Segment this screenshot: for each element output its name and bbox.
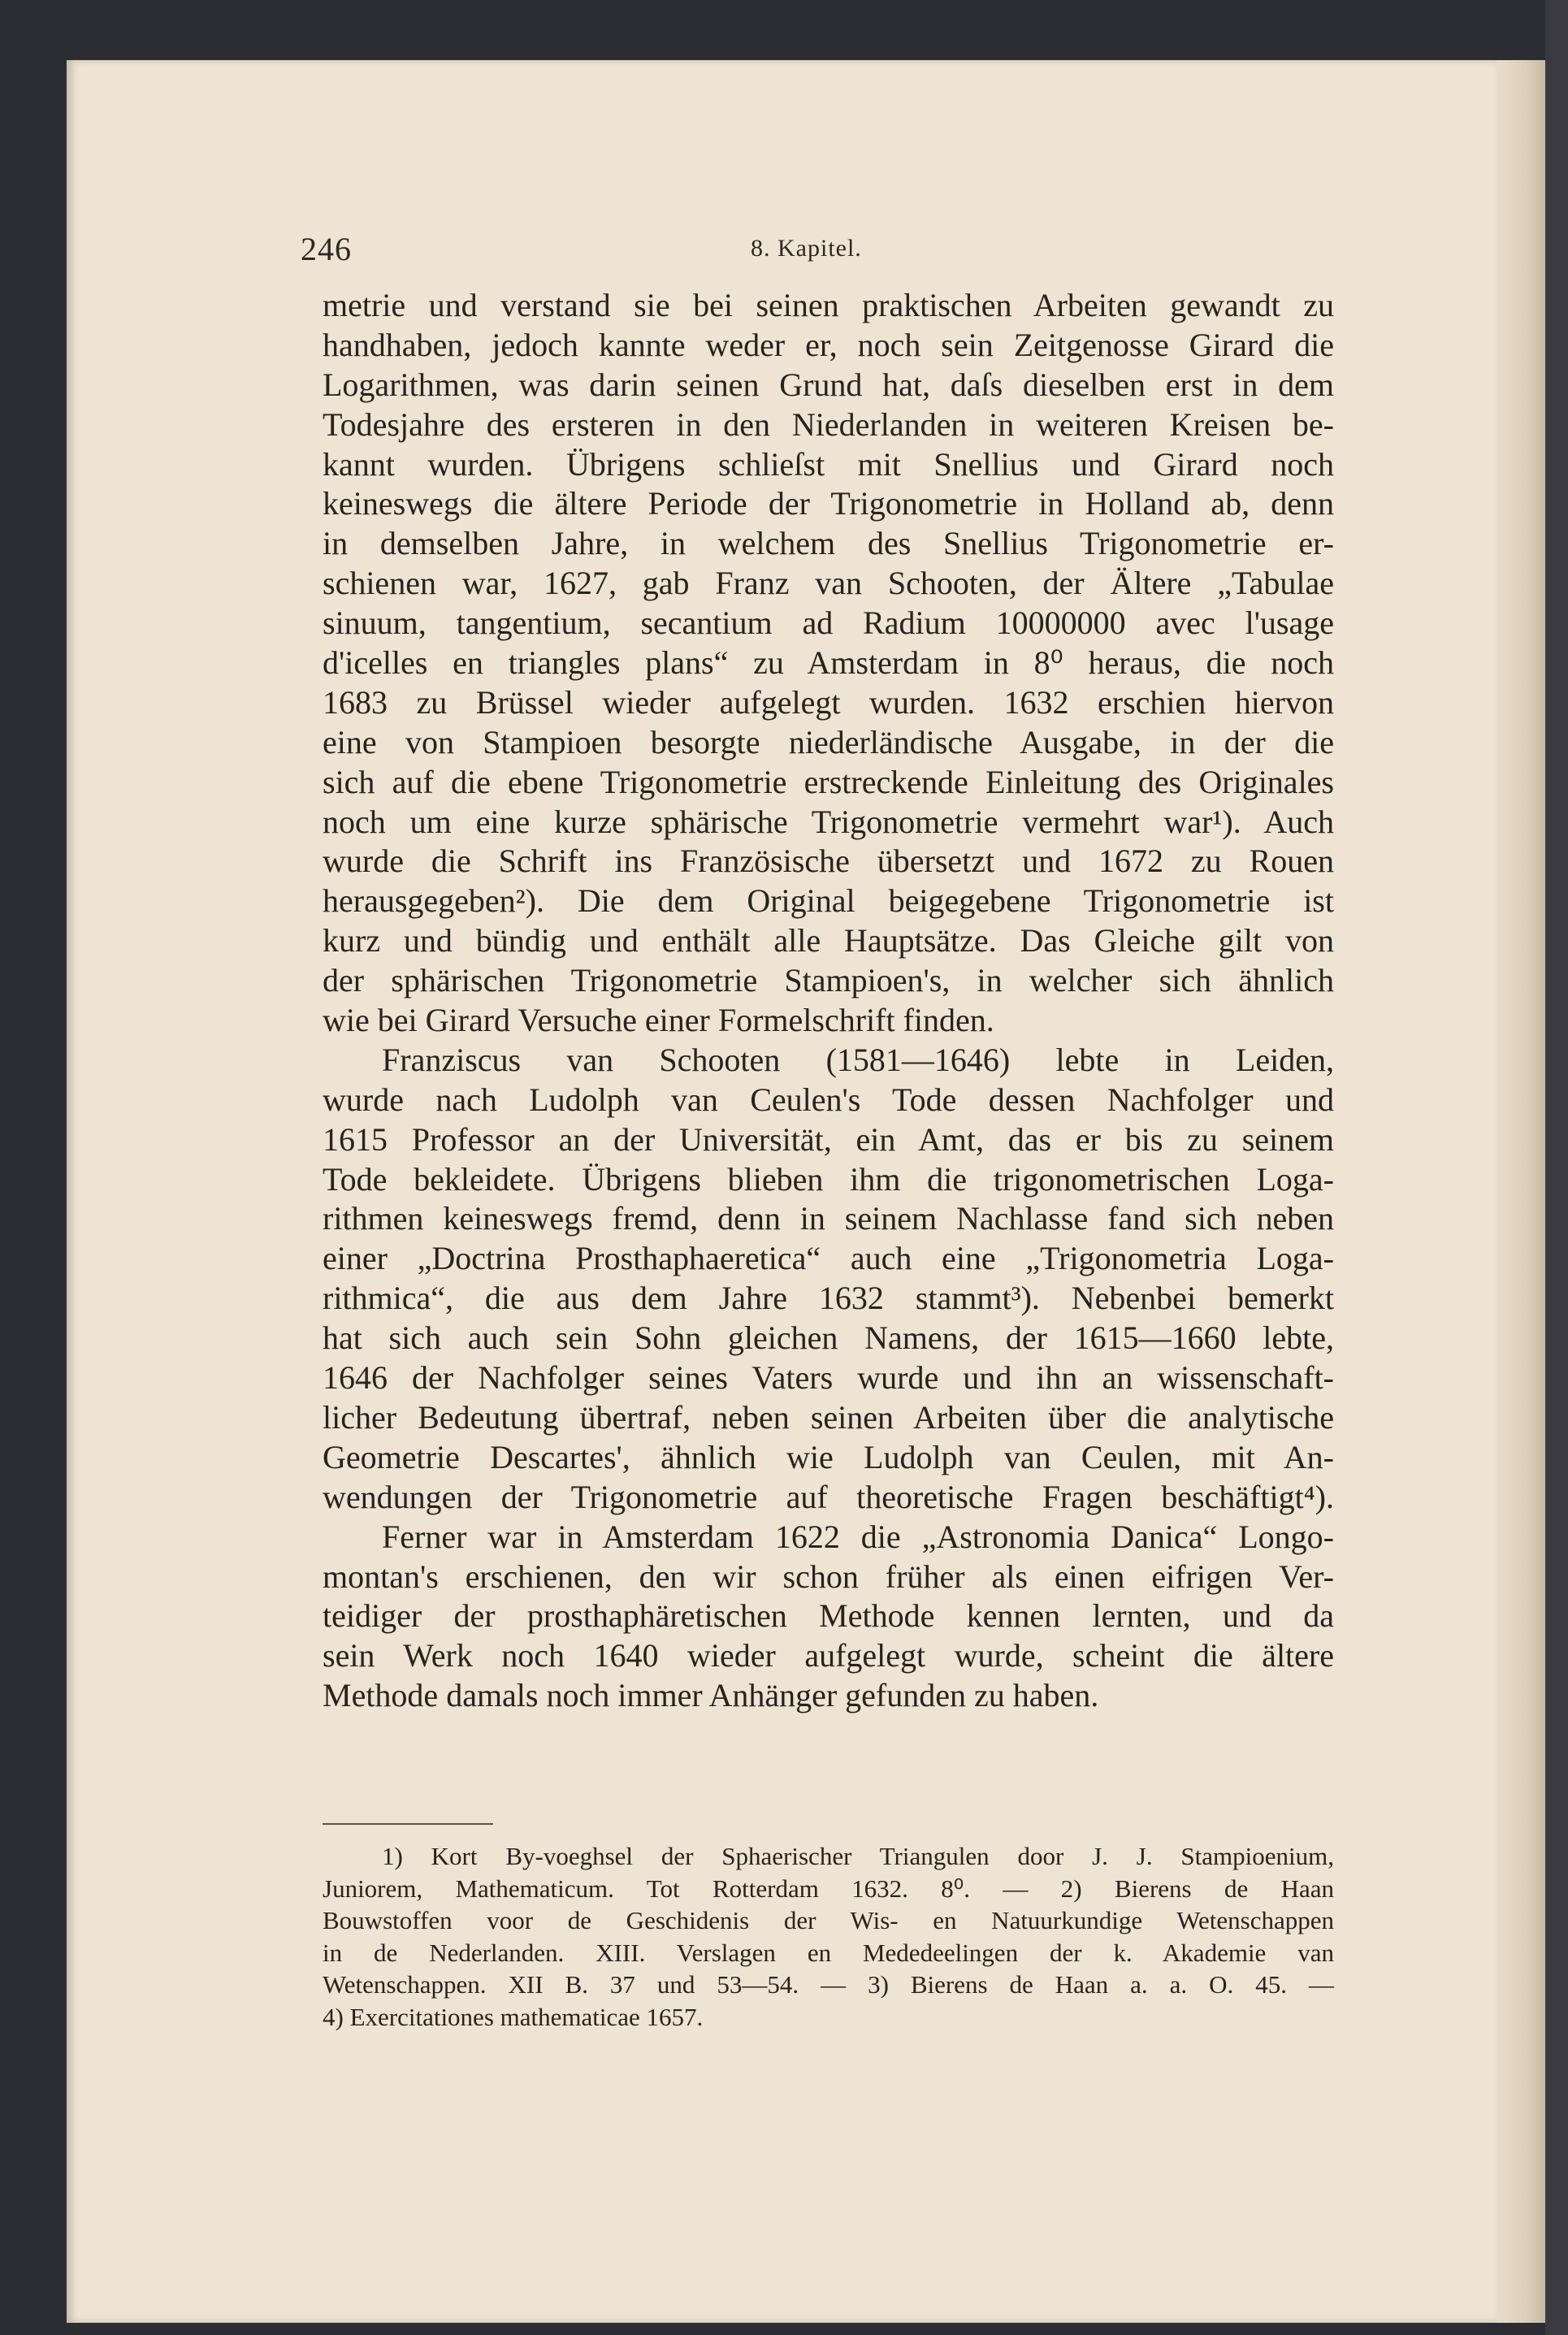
footnote-line: Wetenschappen. XII B. 37 und 53—54. — 3) Bierens de Haan a. a. O. 45. — — [323, 1970, 1334, 1999]
text-line: rithmen keineswegs fremd, denn in seinem Nachlasse fand sich neben — [323, 1200, 1334, 1237]
text-line: handhaben, jedoch kannte weder er, noch sein Zeitgenosse Girard die — [323, 326, 1334, 363]
text-line: in demselben Jahre, in welchem des Snellius Trigonometrie er- — [323, 525, 1334, 562]
text-line: wurde die Schrift ins Französische übersetzt und 1672 zu Rouen — [323, 843, 1334, 880]
text-line: sinuum, tangentium, secantium ad Radium 10000000 avec l'usage — [323, 604, 1334, 642]
text-line: herausgegeben²). Die dem Original beigegebene Trigonometrie ist — [323, 882, 1334, 920]
text-line: sich auf die ebene Trigonometrie erstreckende Einleitung des Originales — [323, 763, 1334, 800]
text-line: Todesjahre des ersteren in den Niederlanden in weiteren Kreisen be- — [323, 405, 1334, 443]
paragraph-first-line: Franziscus van Schooten (1581—1646) lebte in Leiden, — [382, 1041, 1334, 1078]
text-line: Geometrie Descartes', ähnlich wie Ludolph van Ceulen, mit An- — [323, 1438, 1334, 1475]
text-line: licher Bedeutung übertraf, neben seinen Arbeiten über die analytische — [323, 1398, 1334, 1436]
footnote-line: in de Nederlanden. XIII. Verslagen en Mededeelingen der k. Akademie van — [323, 1938, 1334, 1967]
text-line: metrie und verstand sie bei seinen praktischen Arbeiten gewandt zu — [323, 287, 1334, 323]
footnotes — [323, 1840, 1334, 2034]
page-number: 246 — [301, 231, 352, 267]
footnote-separator — [323, 1823, 493, 1825]
text-line: der sphärischen Trigonometrie Stampioen's, in welcher sich ähnlich — [323, 962, 1334, 999]
page-edge — [1497, 60, 1545, 2323]
text-line: kurz und bündig und enthält alle Hauptsätze. Das Gleiche gilt von — [323, 922, 1334, 960]
footnote-line: Juniorem, Mathematicum. Tot Rotterdam 1632. 8⁰. — 2) Bierens de Haan — [323, 1874, 1334, 1903]
text-line: Logarithmen, was darin seinen Grund hat, daſs dieselben erst in dem — [323, 366, 1334, 403]
text-line: sein Werk noch 1640 wieder aufgelegt wurde, scheint die ältere — [323, 1637, 1334, 1674]
text-line: einer „Doctrina Prosthaphaeretica“ auch eine „Trigonometria Loga- — [323, 1240, 1334, 1277]
footnote-line: 4) Exercitationes mathematicae 1657. — [323, 2002, 704, 2031]
text-line: keineswegs die ältere Periode der Trigonometrie in Holland ab, denn — [323, 485, 1334, 522]
text-line: 1646 der Nachfolger seines Vaters wurde und ihn an wissenschaft- — [323, 1359, 1334, 1397]
text-line: schienen war, 1627, gab Franz van Schooten, der Ältere „Tabulae — [323, 565, 1334, 602]
text-line: 1615 Professor an der Universität, ein Amt, das er bis zu seinem — [323, 1120, 1334, 1158]
footnote-line: Bouwstoffen voor de Geschidenis der Wis- en Natuurkundige Wetenschappen — [323, 1906, 1334, 1935]
text-line: Tode bekleidete. Übrigens blieben ihm die trigonometrischen Loga- — [323, 1160, 1334, 1198]
running-head: 8. Kapitel. — [751, 235, 862, 262]
text-line: 1683 zu Brüssel wieder aufgelegt wurden. 1632 erschien hiervon — [323, 683, 1334, 721]
text-line: montan's erschienen, den wir schon früher als einen eifrigen Ver- — [323, 1557, 1334, 1595]
footnote-line: 1) Kort By-voeghsel der Sphaerischer Triangulen door J. J. Stampioenium, — [382, 1842, 1334, 1870]
text-line: teidiger der prosthaphäretischen Methode kennen lernten, und da — [323, 1597, 1334, 1635]
text-line: wendungen der Trigonometrie auf theoretische Fragen beschäftigt⁴). — [323, 1478, 1334, 1515]
text-line: noch um eine kurze sphärische Trigonometrie vermehrt war¹). Auch — [323, 803, 1334, 840]
text-line: eine von Stampioen besorgte niederländische Ausgabe, in der die — [323, 723, 1334, 760]
text-line: wie bei Girard Versuche einer Formelschrift finden. — [323, 1002, 994, 1039]
text-line: rithmica“, die aus dem Jahre 1632 stammt³). Nebenbei bemerkt — [323, 1280, 1334, 1317]
page-header — [301, 230, 1349, 271]
text-line: kannt wurden. Übrigens schlieſst mit Snellius und Girard noch — [323, 445, 1334, 483]
body-text — [323, 286, 1334, 1716]
text-line: d'icelles en triangles plans“ zu Amsterdam in 8⁰ heraus, die noch — [323, 644, 1334, 682]
text-line: wurde nach Ludolph van Ceulen's Tode dessen Nachfolger und — [323, 1081, 1334, 1118]
text-line: hat sich auch sein Sohn gleichen Namens, der 1615—1660 lebte, — [323, 1319, 1334, 1357]
paragraph-first-line: Ferner war in Amsterdam 1622 die „Astronomia Danica“ Longo- — [382, 1518, 1334, 1555]
text-line: Methode damals noch immer Anhänger gefunden zu haben. — [323, 1677, 1099, 1714]
scan-background — [1545, 0, 1568, 2335]
